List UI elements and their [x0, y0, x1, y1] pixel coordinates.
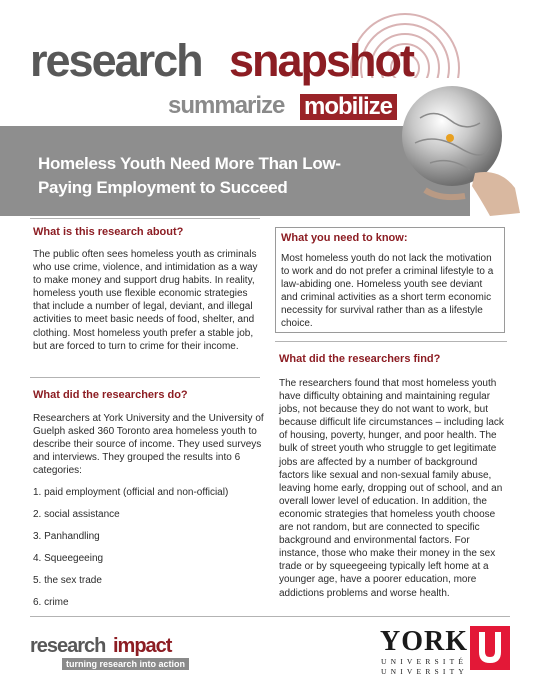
category-item: 3. Panhandling: [33, 531, 100, 542]
tagline-mobilize: mobilize: [300, 94, 397, 120]
about-heading: What is this research about?: [33, 226, 184, 238]
about-body: The public often sees homeless youth as criminals who use crime, violence, and intimidation as a way to make money and support drug habits. In reality, homeless youth use flexible economic strategies that include a number of legal, deviant, and illegal activities to meet basic needs of food, shelter, and clothing. Most homeless youth prefer a stable job, but are forced to turn to crime for their income.: [33, 249, 258, 352]
divider: [30, 218, 260, 219]
methods-heading: What did the researchers do?: [33, 389, 188, 401]
research-impact-tagline: turning research into action: [62, 658, 189, 670]
brand-snapshot-text: snapshot: [229, 35, 414, 86]
category-item: 1. paid employment (official and non-official): [33, 487, 229, 498]
york-logo-wordmark: YORK: [380, 626, 468, 657]
know-body: Most homeless youth do not lack the motivation to work and do not prefer a criminal lifestyle to a law-abiding one. Homeless youth see deviant and criminal activities as a short term economic necessity for survival rather than as a lifestyle choice.: [281, 253, 494, 330]
know-heading: What you need to know:: [281, 232, 408, 244]
methods-body: Researchers at York University and the University of Guelph asked 360 Toronto area homeless youth to describe their source of income. They used surveys and interviews. They grouped the results into 6 categories:: [33, 413, 264, 477]
divider: [30, 377, 260, 378]
globe-in-hand-image: [380, 78, 530, 218]
research-impact-logo-part1: research: [30, 635, 106, 657]
category-item: 4. Squeegeeing: [33, 553, 104, 564]
footer-divider: [30, 616, 510, 617]
category-item: 6. crime: [33, 597, 69, 608]
york-subtitle-en: UNIVERSITY: [381, 667, 468, 676]
findings-body: The researchers found that most homeless youth have difficulty obtaining and maintaining regular jobs, not because they do not want to work, but because difficult life circumstances – including lack of housing, poverty, hunger, and poor health. The bulk of street youth who struggle to get legitimate jobs are affected by a number of background factors like sexual and non-sexual family abuse, leaving home early, dropping out of school, and an overall lower level of education. In addition, the economic strategies that homeless youth choose are not random, but are connected to specific background and environmental factors. For instance, those who make their money in the sex trade or by squeegeeing typically left home at a younger age, have a poorer education, more addictions problems and worse health.: [279, 378, 504, 599]
findings-heading: What did the researchers find?: [279, 353, 441, 365]
page-title: Homeless Youth Need More Than Low-Paying Employment to Succeed: [38, 154, 341, 197]
divider: [275, 341, 507, 342]
york-subtitle-fr: UNIVERSITÉ: [381, 657, 468, 666]
tagline-summarize: summarize: [168, 92, 285, 119]
category-item: 5. the sex trade: [33, 575, 102, 586]
category-item: 2. social assistance: [33, 509, 120, 520]
research-impact-logo-part2: impact: [113, 635, 172, 657]
york-u-logo-icon: [470, 626, 510, 670]
york-logo-subtitle: [381, 657, 468, 677]
brand-research-text: research: [30, 35, 202, 86]
